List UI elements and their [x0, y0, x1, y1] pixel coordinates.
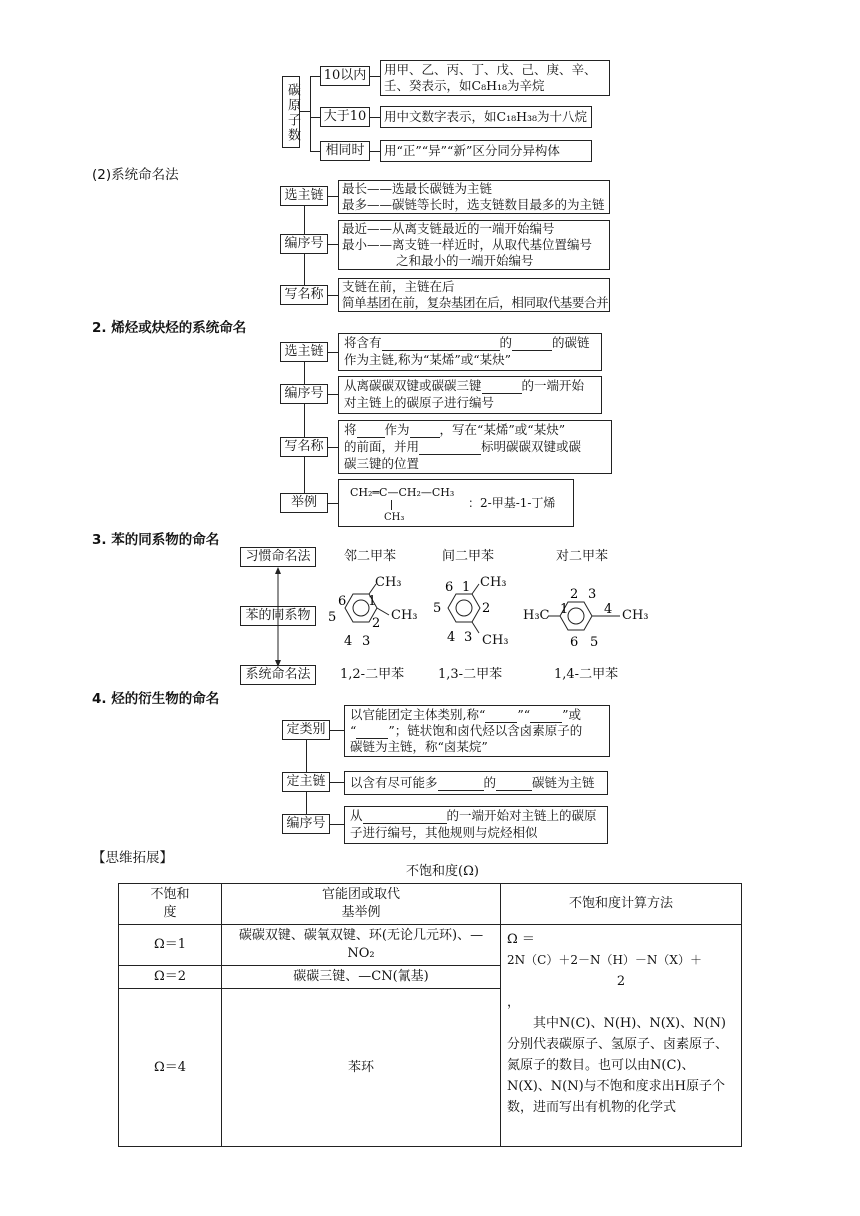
alkene-text: 的一端开始: [521, 378, 585, 393]
ring-number: 5: [328, 610, 337, 625]
sys-line: 简单基团在前，复杂基团在后，相同取代基要合并: [342, 295, 609, 310]
example-cell: 苯环: [222, 989, 501, 1147]
example-name: ：2-甲基-1-丁烯: [468, 496, 556, 510]
example-branch: CH₃: [384, 512, 405, 523]
derivative-text: 碳链为主链: [532, 775, 595, 790]
omega-cell: Ω＝4: [119, 989, 222, 1147]
connector: [330, 782, 344, 783]
header-text: 不饱和度: [150, 887, 190, 920]
carbon-row-text: 用甲、乙、丙、丁、戊、己、庚、辛、壬、癸表示，如C₈H₁₈为辛烷: [384, 62, 597, 93]
derivative-text: ”或: [562, 707, 582, 722]
connector: [328, 295, 338, 296]
methyl: CH₃: [480, 575, 507, 590]
blank: [382, 337, 500, 351]
method-text: 其中N(C)、N(H)、N(X)、N(N)分别代表碳原子、氢原子、卤素原子、氮原子的数目。也可以由N(C)、N(X)、N(N)与不饱和度求出H原子个数，进而写出有机物的化学式: [507, 1016, 729, 1115]
sys-line: 支链在前，主链在后: [342, 279, 455, 294]
methyl: CH₃: [482, 633, 509, 648]
formula-mid: 2N（C）＋2－N（H）－N（X）＋: [507, 953, 702, 967]
sys-line: 最小——离支链一样近时，从取代基位置编号: [342, 237, 593, 252]
connector: [370, 76, 380, 77]
system-name: 1,2-二甲苯: [340, 667, 405, 682]
formula-top: Ω ＝: [507, 932, 535, 947]
ring-number: 4: [447, 630, 456, 645]
alkene-line: 对主链上的碳原子进行编号: [344, 395, 495, 410]
carbon-row-label: 10以内: [320, 66, 370, 86]
derivative-text: 的一端开始对主链上的碳原: [446, 808, 597, 823]
derivative-line: [350, 775, 595, 791]
derivative-label: 定主链: [282, 772, 330, 792]
connector: [310, 151, 320, 152]
carbon-row-text: 用“正”“异”“新”区分同分异构体: [384, 143, 560, 158]
derivative-text: 以含有尽可能多: [350, 775, 438, 790]
sys-line: 最长——选最长碳链为主链: [342, 181, 493, 196]
methyl: CH₃: [391, 608, 418, 623]
ring-number: 2: [482, 601, 491, 616]
alkene-line: [344, 335, 590, 351]
derivative-line: 碳链为主链，称“卤某烷”: [350, 739, 488, 754]
meta-xylene-structure: [428, 575, 528, 655]
method-cell: [501, 925, 742, 1147]
connector: [328, 503, 338, 504]
formula-denominator: 2: [616, 974, 626, 989]
connector: [330, 730, 344, 731]
section-heading-benzene: 3. 苯的同系物的命名: [92, 532, 220, 548]
alkene-text: 将含有: [344, 335, 382, 350]
ring-number: 2: [570, 587, 579, 602]
blank: [496, 777, 532, 791]
alkene-line: 碳三键的位置: [344, 456, 420, 471]
alkene-line: [344, 439, 581, 455]
ring-number: 3: [464, 630, 473, 645]
alkene-label: 选主链: [280, 342, 328, 362]
section-heading-alkene: 2. 烯烃或炔烃的系统命名: [92, 320, 247, 336]
alkene-label: 举例: [280, 493, 328, 513]
table-row: [119, 884, 742, 925]
alkene-text: 将: [344, 422, 357, 437]
carbon-row-text: 用中文数字表示，如C₁₈H₃₈为十八烷: [384, 109, 588, 124]
derivative-text: 的: [483, 775, 497, 790]
alkene-line: [344, 422, 565, 438]
benzene-label: 苯的同系物: [240, 606, 316, 626]
common-name: 对二甲苯: [556, 549, 609, 564]
sys-line: 最近——从离支链最近的一端开始编号: [342, 221, 555, 236]
example-cell: 碳碳双键、碳氧双键、环(无论几元环)、—NO₂: [222, 925, 501, 966]
omega-cell: Ω＝1: [119, 925, 222, 966]
connector: [328, 394, 338, 395]
header-text: 官能团或取代基举例: [321, 887, 400, 920]
alkene-text: 的前面，并用: [344, 439, 420, 454]
derivative-text: “: [350, 723, 357, 738]
connector: [304, 362, 305, 498]
blank: [485, 709, 517, 723]
connector: [310, 117, 320, 118]
example-formula: CH₂═C—CH₂—CH₃: [350, 486, 455, 499]
carbon-count-text: 碳原子数: [285, 83, 300, 143]
extension-heading: 【思维拓展】: [92, 850, 173, 866]
connector: [310, 76, 311, 151]
benzene-arrows: [270, 567, 286, 667]
carbon-count-label: [282, 76, 300, 148]
blank: [410, 424, 440, 438]
section-heading-system: (2)系统命名法: [92, 167, 179, 183]
connector: [300, 111, 310, 112]
blank: [512, 337, 552, 351]
formula-comma: ，: [507, 995, 521, 1010]
omega-cell: Ω＝2: [119, 966, 222, 989]
derivative-label: 编序号: [282, 814, 330, 834]
sys-label: 编序号: [280, 234, 328, 254]
connector: [370, 151, 380, 152]
alkene-line: 作为主链,称为“某烯”或“某炔”: [344, 352, 512, 367]
alkene-text: 的: [499, 335, 513, 350]
ring-number: 1: [462, 580, 471, 595]
ring-number: 5: [590, 635, 599, 650]
derivative-line: [350, 723, 582, 739]
methyl: CH₃: [375, 575, 402, 590]
common-name: 间二甲苯: [442, 549, 495, 564]
blank: [363, 810, 447, 824]
table-row: [119, 925, 742, 966]
blank: [438, 777, 484, 791]
connector: [328, 447, 338, 448]
ring-number: 2: [372, 616, 381, 631]
derivative-text: ”；链状饱和卤代烃以含卤素原子的: [388, 723, 583, 738]
ring-number: 3: [362, 634, 371, 649]
ring-number: 6: [445, 580, 454, 595]
ring-number: 6: [570, 635, 579, 650]
derivative-text: 以官能团定主体类别,称“: [350, 707, 486, 722]
derivative-line: 子进行编号，其他规则与烷烃相似: [350, 825, 538, 840]
methyl: H₃C: [523, 608, 550, 623]
header-cell: [222, 884, 501, 925]
example-cell: 碳碳三键、—CN(氰基): [222, 966, 501, 989]
benzene-label: 系统命名法: [240, 665, 316, 685]
connector: [370, 117, 380, 118]
system-name: 1,3-二甲苯: [438, 667, 503, 682]
header-cell: [119, 884, 222, 925]
derivative-line: [350, 808, 597, 824]
derivative-label: 定类别: [282, 720, 330, 740]
methyl: CH₃: [622, 608, 649, 623]
alkene-text: ，写在“某烯”或“某炔”: [439, 422, 566, 437]
connector: [310, 76, 320, 77]
alkene-line: [344, 378, 584, 394]
common-name: 邻二甲苯: [344, 549, 397, 564]
connector: [328, 196, 338, 197]
ring-number: 4: [604, 602, 613, 617]
sys-line: 最多——碳链等长时，选支链数目最多的为主链: [342, 197, 605, 212]
derivative-text: ”“: [517, 707, 531, 722]
sys-label: 选主链: [280, 186, 328, 206]
sys-label: 写名称: [280, 285, 328, 305]
alkene-text: 作为: [384, 422, 410, 437]
branch-bond: [391, 500, 392, 510]
unsaturation-table: [118, 883, 742, 1147]
alkene-label: 编序号: [280, 384, 328, 404]
alkene-text: 的碳链: [552, 335, 590, 350]
derivative-text: 从: [350, 808, 363, 823]
ring-number: 3: [588, 587, 597, 602]
alkene-text: 标明碳碳双键或碳: [481, 439, 582, 454]
ring-number: 5: [433, 601, 442, 616]
alkene-label: 写名称: [280, 437, 328, 457]
header-cell: 不饱和度计算方法: [501, 884, 742, 925]
blank: [357, 424, 385, 438]
connector: [330, 824, 344, 825]
table-title: 不饱和度(Ω): [406, 864, 479, 879]
sys-line: 之和最小的一端开始编号: [396, 253, 534, 268]
section-heading-derivative: 4. 烃的衍生物的命名: [92, 691, 220, 707]
ring-number: 1: [368, 594, 377, 609]
blank: [356, 725, 388, 739]
ring-number: 1: [560, 602, 569, 617]
carbon-row-label: 相同时: [320, 141, 370, 161]
blank: [482, 380, 522, 394]
benzene-label: 习惯命名法: [240, 547, 316, 567]
derivative-line: [350, 707, 581, 723]
connector: [328, 352, 338, 353]
blank: [530, 709, 562, 723]
alkene-text: 从离碳碳双键或碳碳三键: [344, 378, 482, 393]
connector: [328, 244, 338, 245]
blank: [419, 441, 481, 455]
carbon-row-label: 大于10: [320, 107, 370, 127]
system-name: 1,4-二甲苯: [554, 667, 619, 682]
ring-number: 6: [338, 594, 347, 609]
ring-number: 4: [344, 634, 353, 649]
